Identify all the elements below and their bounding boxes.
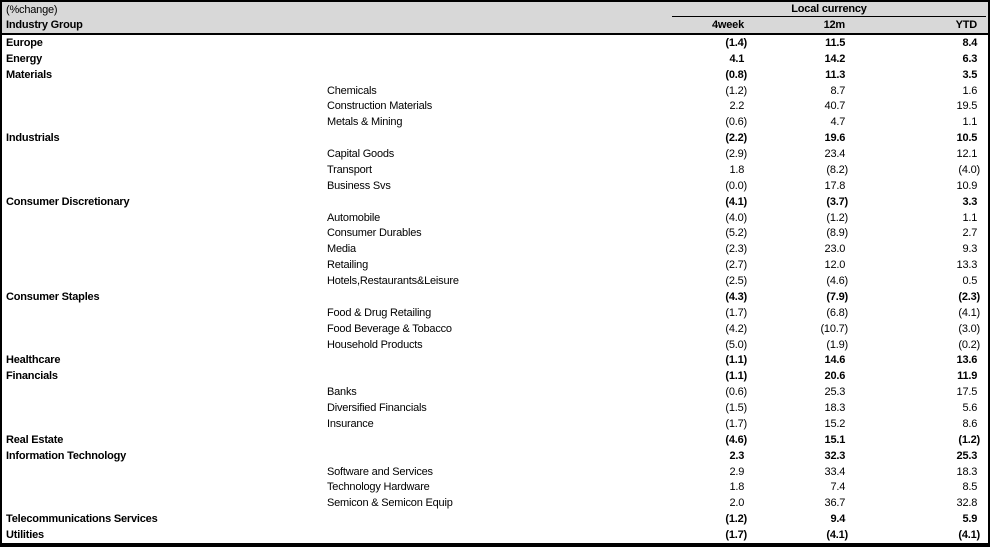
table-row: [2, 178, 988, 194]
table-row: [2, 194, 988, 210]
sub-industry-cell: Media: [327, 243, 356, 256]
table-row: [2, 146, 988, 162]
value-ytd: 5.9: [962, 513, 980, 526]
value-ytd: (2.3): [958, 290, 980, 303]
value-4week: (1.2): [725, 513, 747, 526]
value-ytd: 10.9: [956, 179, 980, 192]
industry-group-column-header: Industry Group: [6, 19, 83, 31]
value-12m: (4.1): [826, 529, 848, 542]
value-12m: 4.7: [830, 116, 848, 129]
table-row: [2, 416, 988, 432]
value-12m: 19.6: [824, 132, 848, 145]
value-12m: (6.8): [826, 306, 848, 319]
value-ytd: (4.1): [958, 306, 980, 319]
table-row: [2, 83, 988, 99]
value-4week: (4.1): [725, 195, 747, 208]
table-row: [2, 448, 988, 464]
value-12m: 40.7: [824, 100, 848, 113]
value-ytd: (1.2): [958, 433, 980, 446]
value-4week: (0.8): [725, 68, 747, 81]
industry-group-cell: Energy: [6, 52, 43, 65]
sub-industry-cell: Technology Hardware: [327, 481, 430, 494]
value-12m: (8.9): [826, 227, 848, 240]
percent-change-label: (%change): [6, 4, 58, 16]
industry-group-cell: Consumer Discretionary: [6, 195, 130, 208]
sub-industry-cell: Insurance: [327, 417, 374, 430]
sub-industry-cell: Household Products: [327, 338, 423, 351]
value-4week: (2.2): [725, 132, 747, 145]
value-4week: (0.6): [725, 116, 747, 129]
table-row: [2, 527, 988, 543]
value-4week: (2.9): [725, 148, 747, 161]
value-ytd: 0.5: [962, 275, 980, 288]
value-ytd: 8.4: [962, 36, 980, 49]
table-row: [2, 257, 988, 273]
value-4week: (5.0): [725, 338, 747, 351]
value-12m: 11.3: [825, 68, 848, 81]
table-row: [2, 99, 988, 115]
value-4week: 4.1: [729, 52, 747, 65]
table-row: [2, 305, 988, 321]
value-12m: (4.6): [826, 275, 848, 288]
value-ytd: (4.0): [958, 163, 980, 176]
table-row: [2, 35, 988, 51]
table-row: [2, 162, 988, 178]
value-12m: (3.7): [826, 195, 848, 208]
table-row: [2, 464, 988, 480]
value-ytd: 10.5: [956, 132, 980, 145]
sub-industry-cell: Food Beverage & Tobacco: [327, 322, 452, 335]
sub-industry-cell: Construction Materials: [327, 100, 433, 113]
industry-group-cell: Utilities: [6, 529, 44, 542]
value-4week: (1.7): [725, 529, 747, 542]
value-ytd: 5.6: [962, 402, 980, 415]
value-ytd: 9.3: [962, 243, 980, 256]
industry-group-cell: Information Technology: [6, 449, 127, 462]
value-12m: 12.0: [824, 259, 848, 272]
local-currency-header: Local currency: [672, 3, 986, 17]
value-12m: (8.2): [826, 163, 848, 176]
table-row: [2, 384, 988, 400]
value-4week: (4.0): [725, 211, 747, 224]
value-4week: (2.7): [725, 259, 747, 272]
industry-group-cell: Materials: [6, 68, 52, 81]
table-row: [2, 432, 988, 448]
table-row: [2, 130, 988, 146]
value-4week: 2.2: [729, 100, 747, 113]
value-ytd: 13.3: [956, 259, 980, 272]
sub-industry-cell: Chemicals: [327, 84, 377, 97]
value-ytd: (4.1): [958, 529, 980, 542]
sub-industry-cell: Retailing: [327, 259, 369, 272]
value-ytd: 32.8: [956, 497, 980, 510]
table-row: [2, 337, 988, 353]
value-4week: 2.3: [729, 449, 747, 462]
value-4week: (1.5): [725, 402, 747, 415]
value-ytd: 3.3: [962, 195, 980, 208]
industry-group-cell: Europe: [6, 36, 43, 49]
value-12m: 9.4: [830, 513, 848, 526]
value-12m: 7.4: [830, 481, 848, 494]
value-ytd: 17.5: [956, 386, 980, 399]
value-ytd: 11.9: [957, 370, 980, 383]
table-row: [2, 210, 988, 226]
sub-industry-cell: Capital Goods: [327, 148, 395, 161]
sub-industry-cell: Consumer Durables: [327, 227, 422, 240]
column-header-4week: 4week: [711, 19, 744, 31]
value-4week: (1.7): [725, 417, 747, 430]
industry-group-cell: Financials: [6, 370, 58, 383]
column-header-ytd: YTD: [955, 19, 977, 31]
table-row: [2, 51, 988, 67]
value-12m: 11.5: [825, 36, 848, 49]
value-4week: (2.3): [725, 243, 747, 256]
value-4week: (2.5): [725, 275, 747, 288]
table-row: [2, 480, 988, 496]
value-4week: (1.4): [725, 36, 747, 49]
value-4week: (1.1): [725, 370, 747, 383]
column-header-12m: 12m: [823, 19, 845, 31]
sub-industry-cell: Banks: [327, 386, 357, 399]
value-12m: (10.7): [820, 322, 848, 335]
sub-industry-cell: Semicon & Semicon Equip: [327, 497, 453, 510]
table-row: [2, 114, 988, 130]
value-4week: (0.0): [725, 179, 747, 192]
value-4week: 2.0: [729, 497, 747, 510]
value-12m: 20.6: [824, 370, 848, 383]
value-ytd: 8.5: [962, 481, 980, 494]
table-header: [2, 2, 988, 35]
value-ytd: (0.2): [958, 338, 980, 351]
sub-industry-cell: Transport: [327, 163, 372, 176]
table-row: [2, 273, 988, 289]
table-row: [2, 368, 988, 384]
value-4week: 1.8: [729, 163, 747, 176]
value-ytd: 2.7: [962, 227, 980, 240]
value-12m: 25.3: [824, 386, 848, 399]
value-12m: 8.7: [830, 84, 848, 97]
value-12m: (1.9): [826, 338, 848, 351]
value-12m: 36.7: [824, 497, 848, 510]
value-12m: 33.4: [824, 465, 848, 478]
value-ytd: 12.1: [956, 148, 980, 161]
table-row: [2, 289, 988, 305]
value-4week: (4.3): [725, 290, 747, 303]
industry-group-cell: Industrials: [6, 132, 60, 145]
value-ytd: 3.5: [962, 68, 980, 81]
table-row: [2, 241, 988, 257]
value-4week: (1.7): [725, 306, 747, 319]
table-row: [2, 67, 988, 83]
value-ytd: 1.6: [962, 84, 980, 97]
table-row: [2, 226, 988, 242]
value-ytd: 8.6: [962, 417, 980, 430]
value-12m: 18.3: [824, 402, 848, 415]
value-4week: 2.9: [729, 465, 747, 478]
sub-industry-cell: Metals & Mining: [327, 116, 403, 129]
industry-group-cell: Consumer Staples: [6, 290, 100, 303]
table-body: [2, 35, 988, 543]
table-row: [2, 353, 988, 369]
sub-industry-cell: Diversified Financials: [327, 402, 427, 415]
table-row: [2, 511, 988, 527]
value-12m: (1.2): [826, 211, 848, 224]
sub-industry-cell: Hotels,Restaurants&Leisure: [327, 275, 459, 288]
table-row: [2, 321, 988, 337]
value-12m: 15.2: [824, 417, 848, 430]
table-row: [2, 400, 988, 416]
industry-group-cell: Healthcare: [6, 354, 61, 367]
value-12m: 32.3: [824, 449, 848, 462]
industry-group-cell: Real Estate: [6, 433, 64, 446]
value-ytd: 6.3: [962, 52, 980, 65]
value-4week: 1.8: [729, 481, 747, 494]
value-ytd: 1.1: [962, 211, 980, 224]
value-12m: 23.0: [824, 243, 848, 256]
value-4week: (1.2): [725, 84, 747, 97]
value-12m: 23.4: [824, 148, 848, 161]
industry-group-cell: Telecommunications Services: [6, 513, 158, 526]
value-ytd: 19.5: [956, 100, 980, 113]
value-ytd: 18.3: [956, 465, 980, 478]
value-12m: 14.2: [824, 52, 848, 65]
value-4week: (1.1): [725, 354, 747, 367]
value-4week: (4.2): [725, 322, 747, 335]
value-12m: 17.8: [824, 179, 848, 192]
value-4week: (5.2): [725, 227, 747, 240]
sub-industry-cell: Food & Drug Retailing: [327, 306, 432, 319]
sub-industry-cell: Business Svs: [327, 179, 391, 192]
value-12m: (7.9): [826, 290, 848, 303]
value-ytd: (3.0): [958, 322, 980, 335]
value-ytd: 13.6: [956, 354, 980, 367]
value-4week: (0.6): [725, 386, 747, 399]
value-ytd: 25.3: [956, 449, 980, 462]
value-12m: 14.6: [824, 354, 848, 367]
table-row: [2, 495, 988, 511]
sub-industry-cell: Software and Services: [327, 465, 433, 478]
value-12m: 15.1: [824, 433, 848, 446]
value-ytd: 1.1: [962, 116, 980, 129]
value-4week: (4.6): [725, 433, 747, 446]
sub-industry-cell: Automobile: [327, 211, 381, 224]
